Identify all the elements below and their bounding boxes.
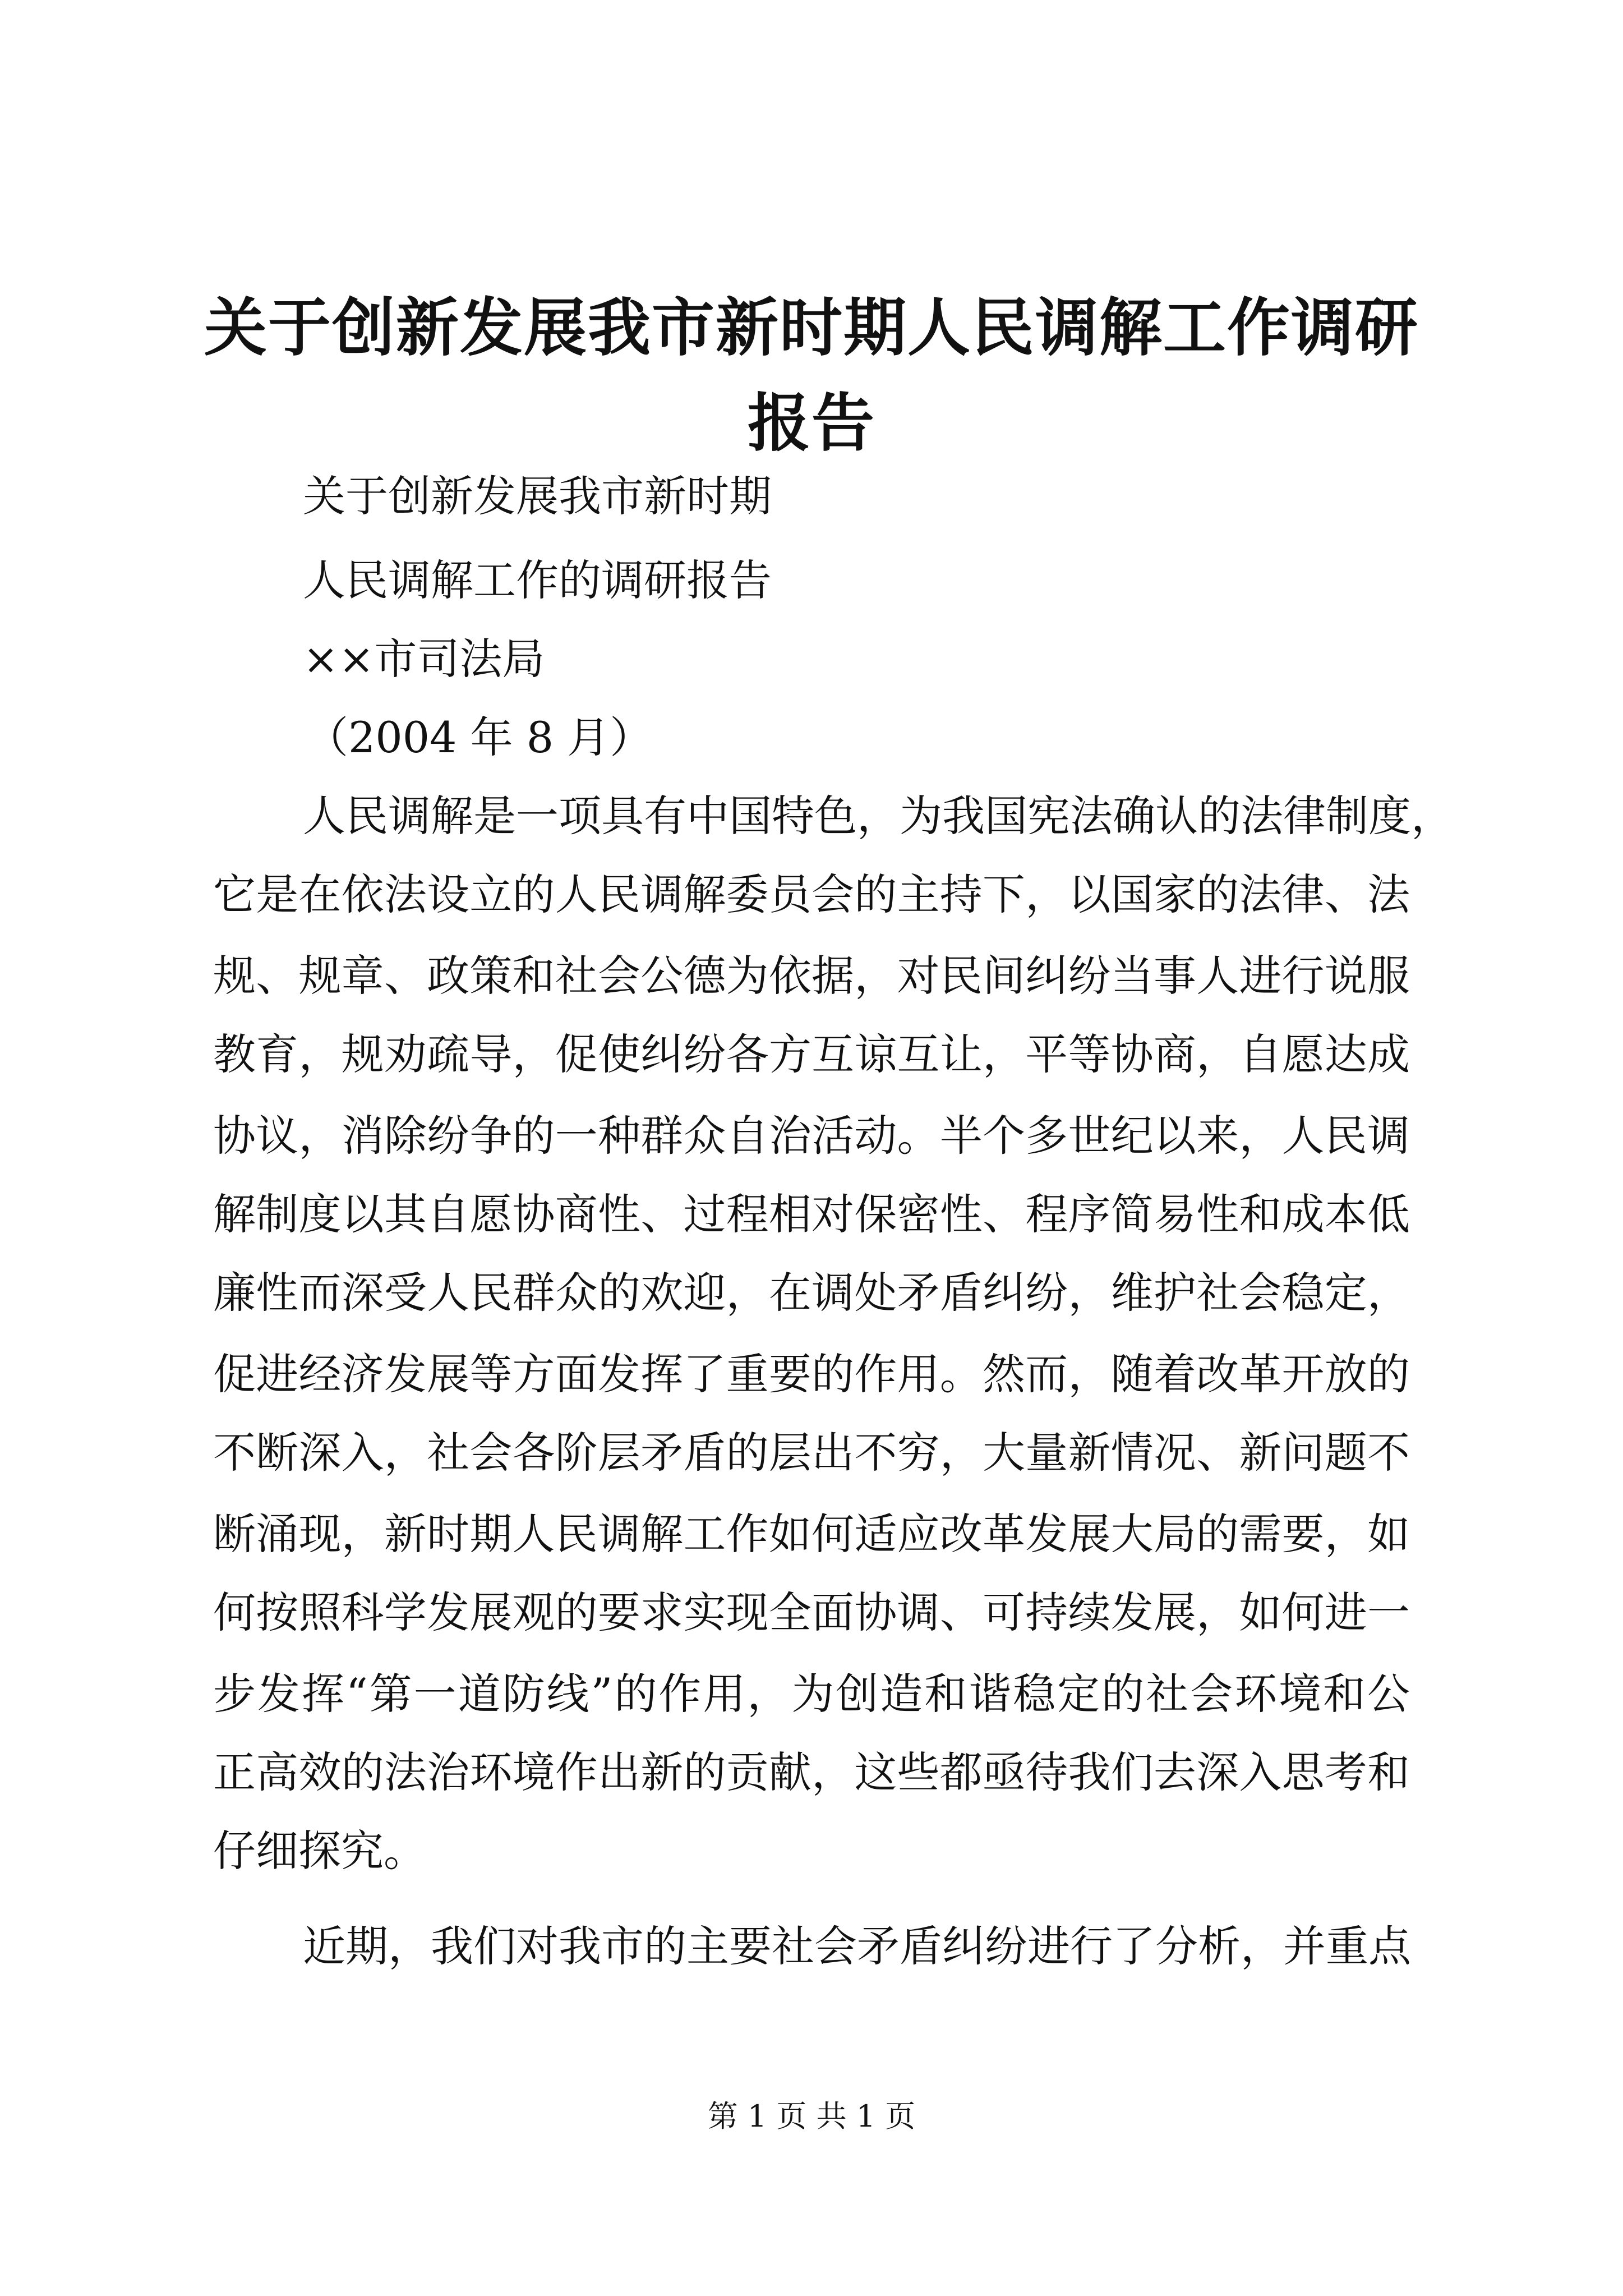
paragraph-1-line: 断涌现，新时期人民调解工作如何适应改革发展大局的需要，如 [213, 1509, 1410, 1559]
paragraph-1-line: 廉性而深受人民群众的欢迎，在调处矛盾纠纷，维护社会稳定， [213, 1268, 1410, 1318]
subtitle-line-1: 关于创新发展我市新时期 [303, 471, 772, 521]
paragraph-1-line: 教育，规劝疏导，促使纠纷各方互谅互让，平等协商，自愿达成 [213, 1029, 1410, 1079]
paragraph-1-line: 促进经济发展等方面发挥了重要的作用。然而，随着改革开放的 [213, 1349, 1410, 1399]
issuer-line: ××市司法局 [303, 634, 545, 684]
paragraph-1-line: 解制度以其自愿协商性、过程相对保密性、程序简易性和成本低 [213, 1189, 1410, 1239]
paragraph-1-line: 规、规章、政策和社会公德为依据，对民间纠纷当事人进行说服 [213, 951, 1410, 1001]
paragraph-1-line: 协议，消除纷争的一种群众自治活动。半个多世纪以来，人民调 [213, 1111, 1410, 1161]
document-title: 关于创新发展我市新时期人民调解工作调研报告 [204, 291, 1419, 460]
paragraph-2-line: 近期，我们对我市的主要社会矛盾纠纷进行了分析，并重点 [303, 1921, 1411, 1971]
page-footer: 第 1 页 共 1 页 [707, 2099, 916, 2134]
paragraph-1-line: 人民调解是一项具有中国特色，为我国宪法确认的法律制度， [303, 791, 1454, 841]
subtitle-line-2: 人民调解工作的调研报告 [303, 555, 772, 605]
date-line: （2004 年 8 月） [306, 712, 653, 762]
paragraph-1-line: 不断深入，社会各阶层矛盾的层出不穷，大量新情况、新问题不 [213, 1428, 1410, 1478]
paragraph-1-line: 它是在依法设立的人民调解委员会的主持下，以国家的法律、法 [213, 869, 1410, 919]
paragraph-1-line: 何按照科学发展观的要求实现全面协调、可持续发展，如何进一 [213, 1588, 1410, 1637]
paragraph-1-line: 仔细探究。 [213, 1826, 426, 1876]
paragraph-1-line: 正高效的法治环境作出新的贡献，这些都亟待我们去深入思考和 [213, 1747, 1410, 1797]
paragraph-1-line: 步发挥“第一道防线”的作用，为创造和谐稳定的社会环境和公 [213, 1669, 1410, 1719]
